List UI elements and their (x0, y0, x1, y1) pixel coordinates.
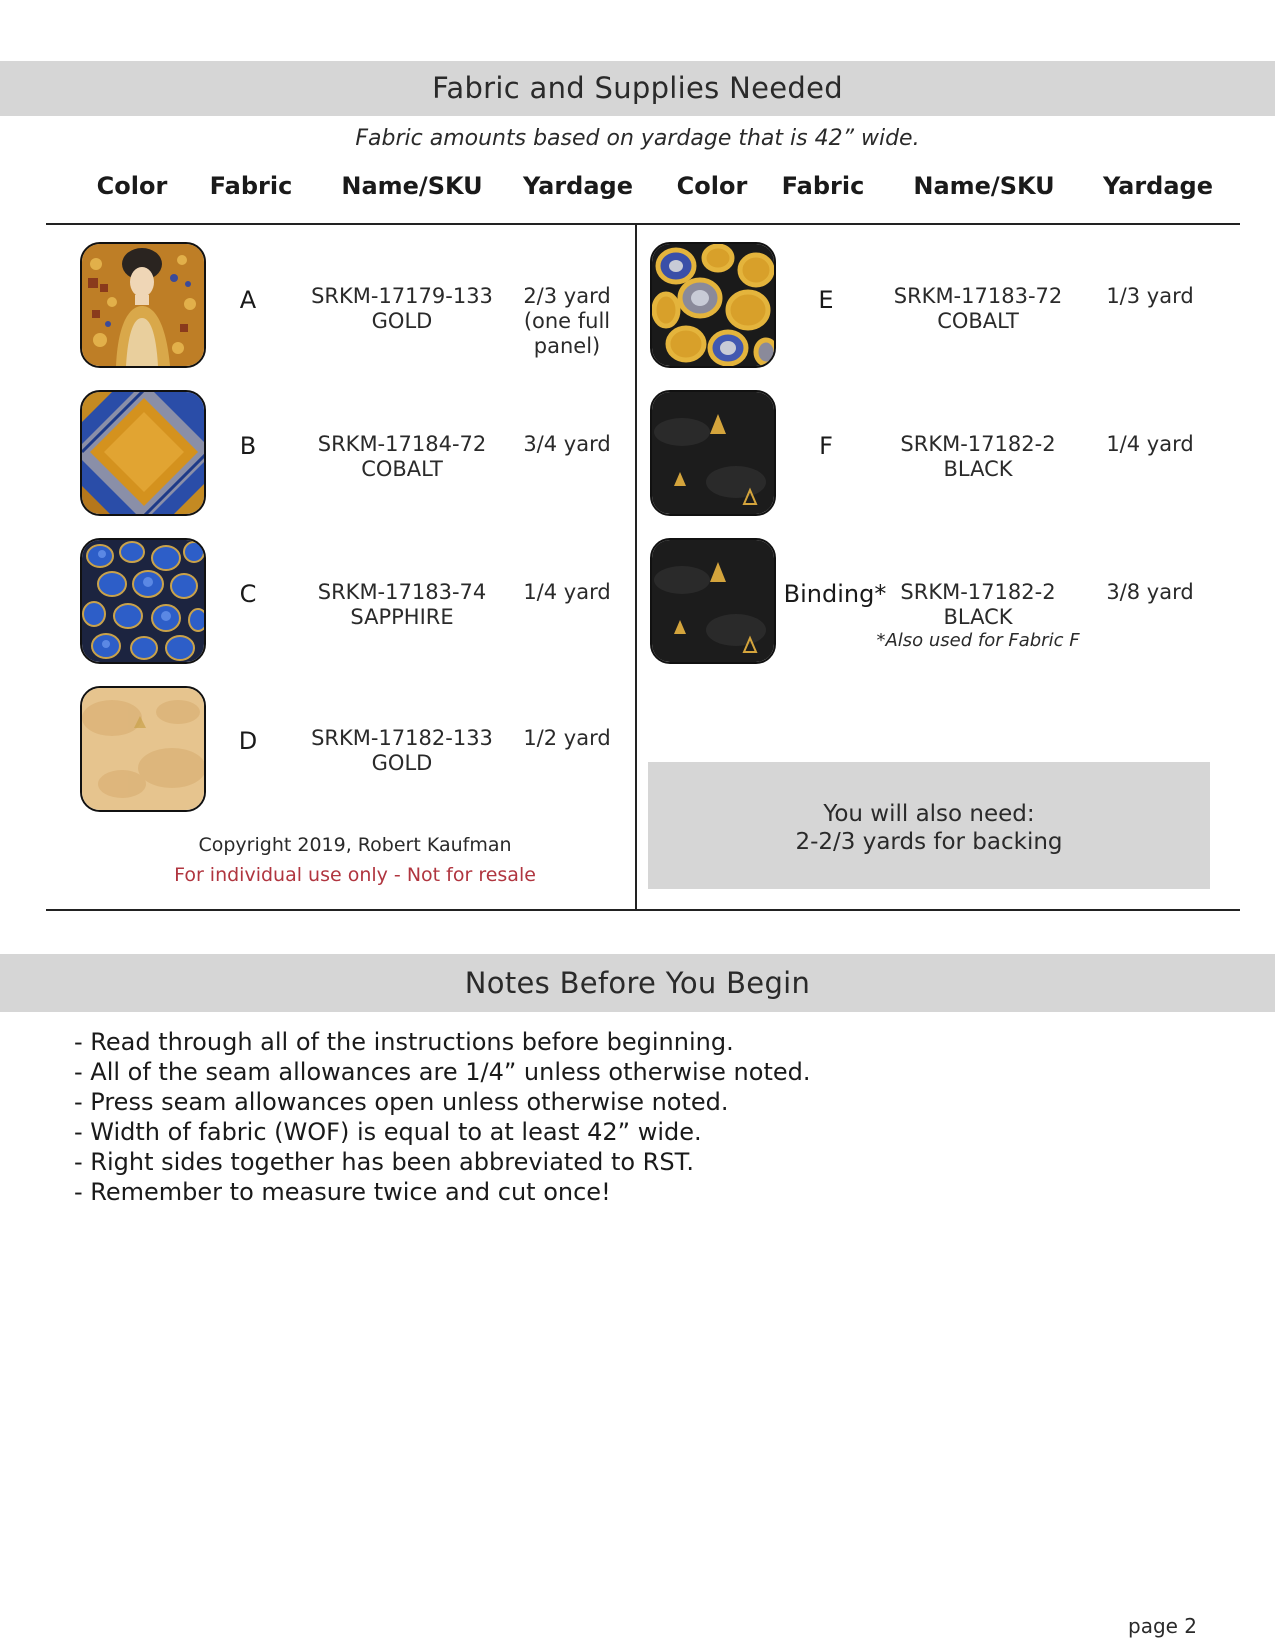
swatch-black-gold-triangles-icon (650, 538, 776, 664)
fabric-letter: D (238, 727, 258, 755)
fabric-letter: E (818, 286, 834, 314)
fabric-letter: B (239, 432, 257, 460)
list-item: - All of the seam allowances are 1/4” unless otherwise noted. (74, 1058, 811, 1086)
fabric-letter-binding: Binding* (783, 580, 887, 608)
fabric-sku: SRKM-17182-2 BLACK (900, 580, 1056, 629)
resale-notice: For individual use only - Not for resale (174, 864, 536, 886)
list-item: - Press seam allowances open unless otherwise noted. (74, 1088, 729, 1116)
col-header-color: Color (96, 172, 168, 200)
page-number: page 2 (1128, 1614, 1198, 1638)
col-header-name-sku-right: Name/SKU (913, 172, 1055, 200)
additional-supplies-box (648, 762, 1210, 889)
col-header-fabric: Fabric (209, 172, 293, 200)
swatch-portrait-gold-icon (80, 242, 206, 368)
fabric-letter: A (239, 286, 257, 314)
fabric-sku: SRKM-17183-74 SAPPHIRE (317, 580, 487, 629)
section-title-notes: Notes Before You Begin (0, 954, 1275, 1012)
supplies-item: 2-2/3 yards for backing (795, 829, 1063, 855)
copyright-text: Copyright 2019, Robert Kaufman (198, 834, 512, 856)
fabric-sku: SRKM-17182-2 BLACK (900, 432, 1056, 481)
swatch-cobalt-agate-ovals-icon (650, 242, 776, 368)
col-header-color-right: Color (676, 172, 748, 200)
fabric-sku: SRKM-17182-133 GOLD (311, 726, 493, 775)
table-center-divider (635, 225, 637, 911)
fabric-letter: F (819, 432, 833, 460)
table-bottom-rule (46, 909, 1240, 911)
swatch-sapphire-ovals-icon (80, 538, 206, 664)
table-top-rule (46, 223, 1240, 225)
supplies-title: You will also need: (823, 801, 1035, 827)
list-item: - Remember to measure twice and cut once! (74, 1178, 611, 1206)
list-item: - Width of fabric (WOF) is equal to at least 42” wide. (74, 1118, 702, 1146)
yardage-note: Fabric amounts based on yardage that is 42” wide. (355, 126, 920, 151)
fabric-sku: SRKM-17183-72 COBALT (893, 284, 1063, 333)
fabric-yardage: 1/4 yard (1106, 432, 1194, 456)
fabric-letter: C (239, 580, 257, 608)
col-header-yardage: Yardage (522, 172, 634, 200)
col-header-yardage-right: Yardage (1102, 172, 1214, 200)
col-header-name-sku: Name/SKU (341, 172, 483, 200)
list-item: - Read through all of the instructions before beginning. (74, 1028, 734, 1056)
fabric-yardage: 1/2 yard (523, 726, 611, 750)
fabric-yardage: 3/4 yard (523, 432, 611, 456)
swatch-gold-diamond-cobalt-icon (80, 390, 206, 516)
list-item: - Right sides together has been abbreviated to RST. (74, 1148, 695, 1176)
fabric-yardage: 3/8 yard (1106, 580, 1194, 604)
fabric-yardage: 1/3 yard (1106, 284, 1194, 308)
col-header-fabric-right: Fabric (781, 172, 865, 200)
section-title-fabric: Fabric and Supplies Needed (0, 61, 1275, 116)
notes-list (74, 1027, 811, 1207)
fabric-sku: SRKM-17179-133 GOLD (311, 284, 493, 333)
fabric-sku: SRKM-17184-72 COBALT (317, 432, 487, 481)
swatch-black-gold-triangles-icon (650, 390, 776, 516)
swatch-gold-tonal-icon (80, 686, 206, 812)
fabric-yardage: 1/4 yard (523, 580, 611, 604)
fabric-yardage: 2/3 yard (one full panel) (523, 284, 611, 358)
binding-footnote: *Also used for Fabric F (876, 630, 1080, 651)
